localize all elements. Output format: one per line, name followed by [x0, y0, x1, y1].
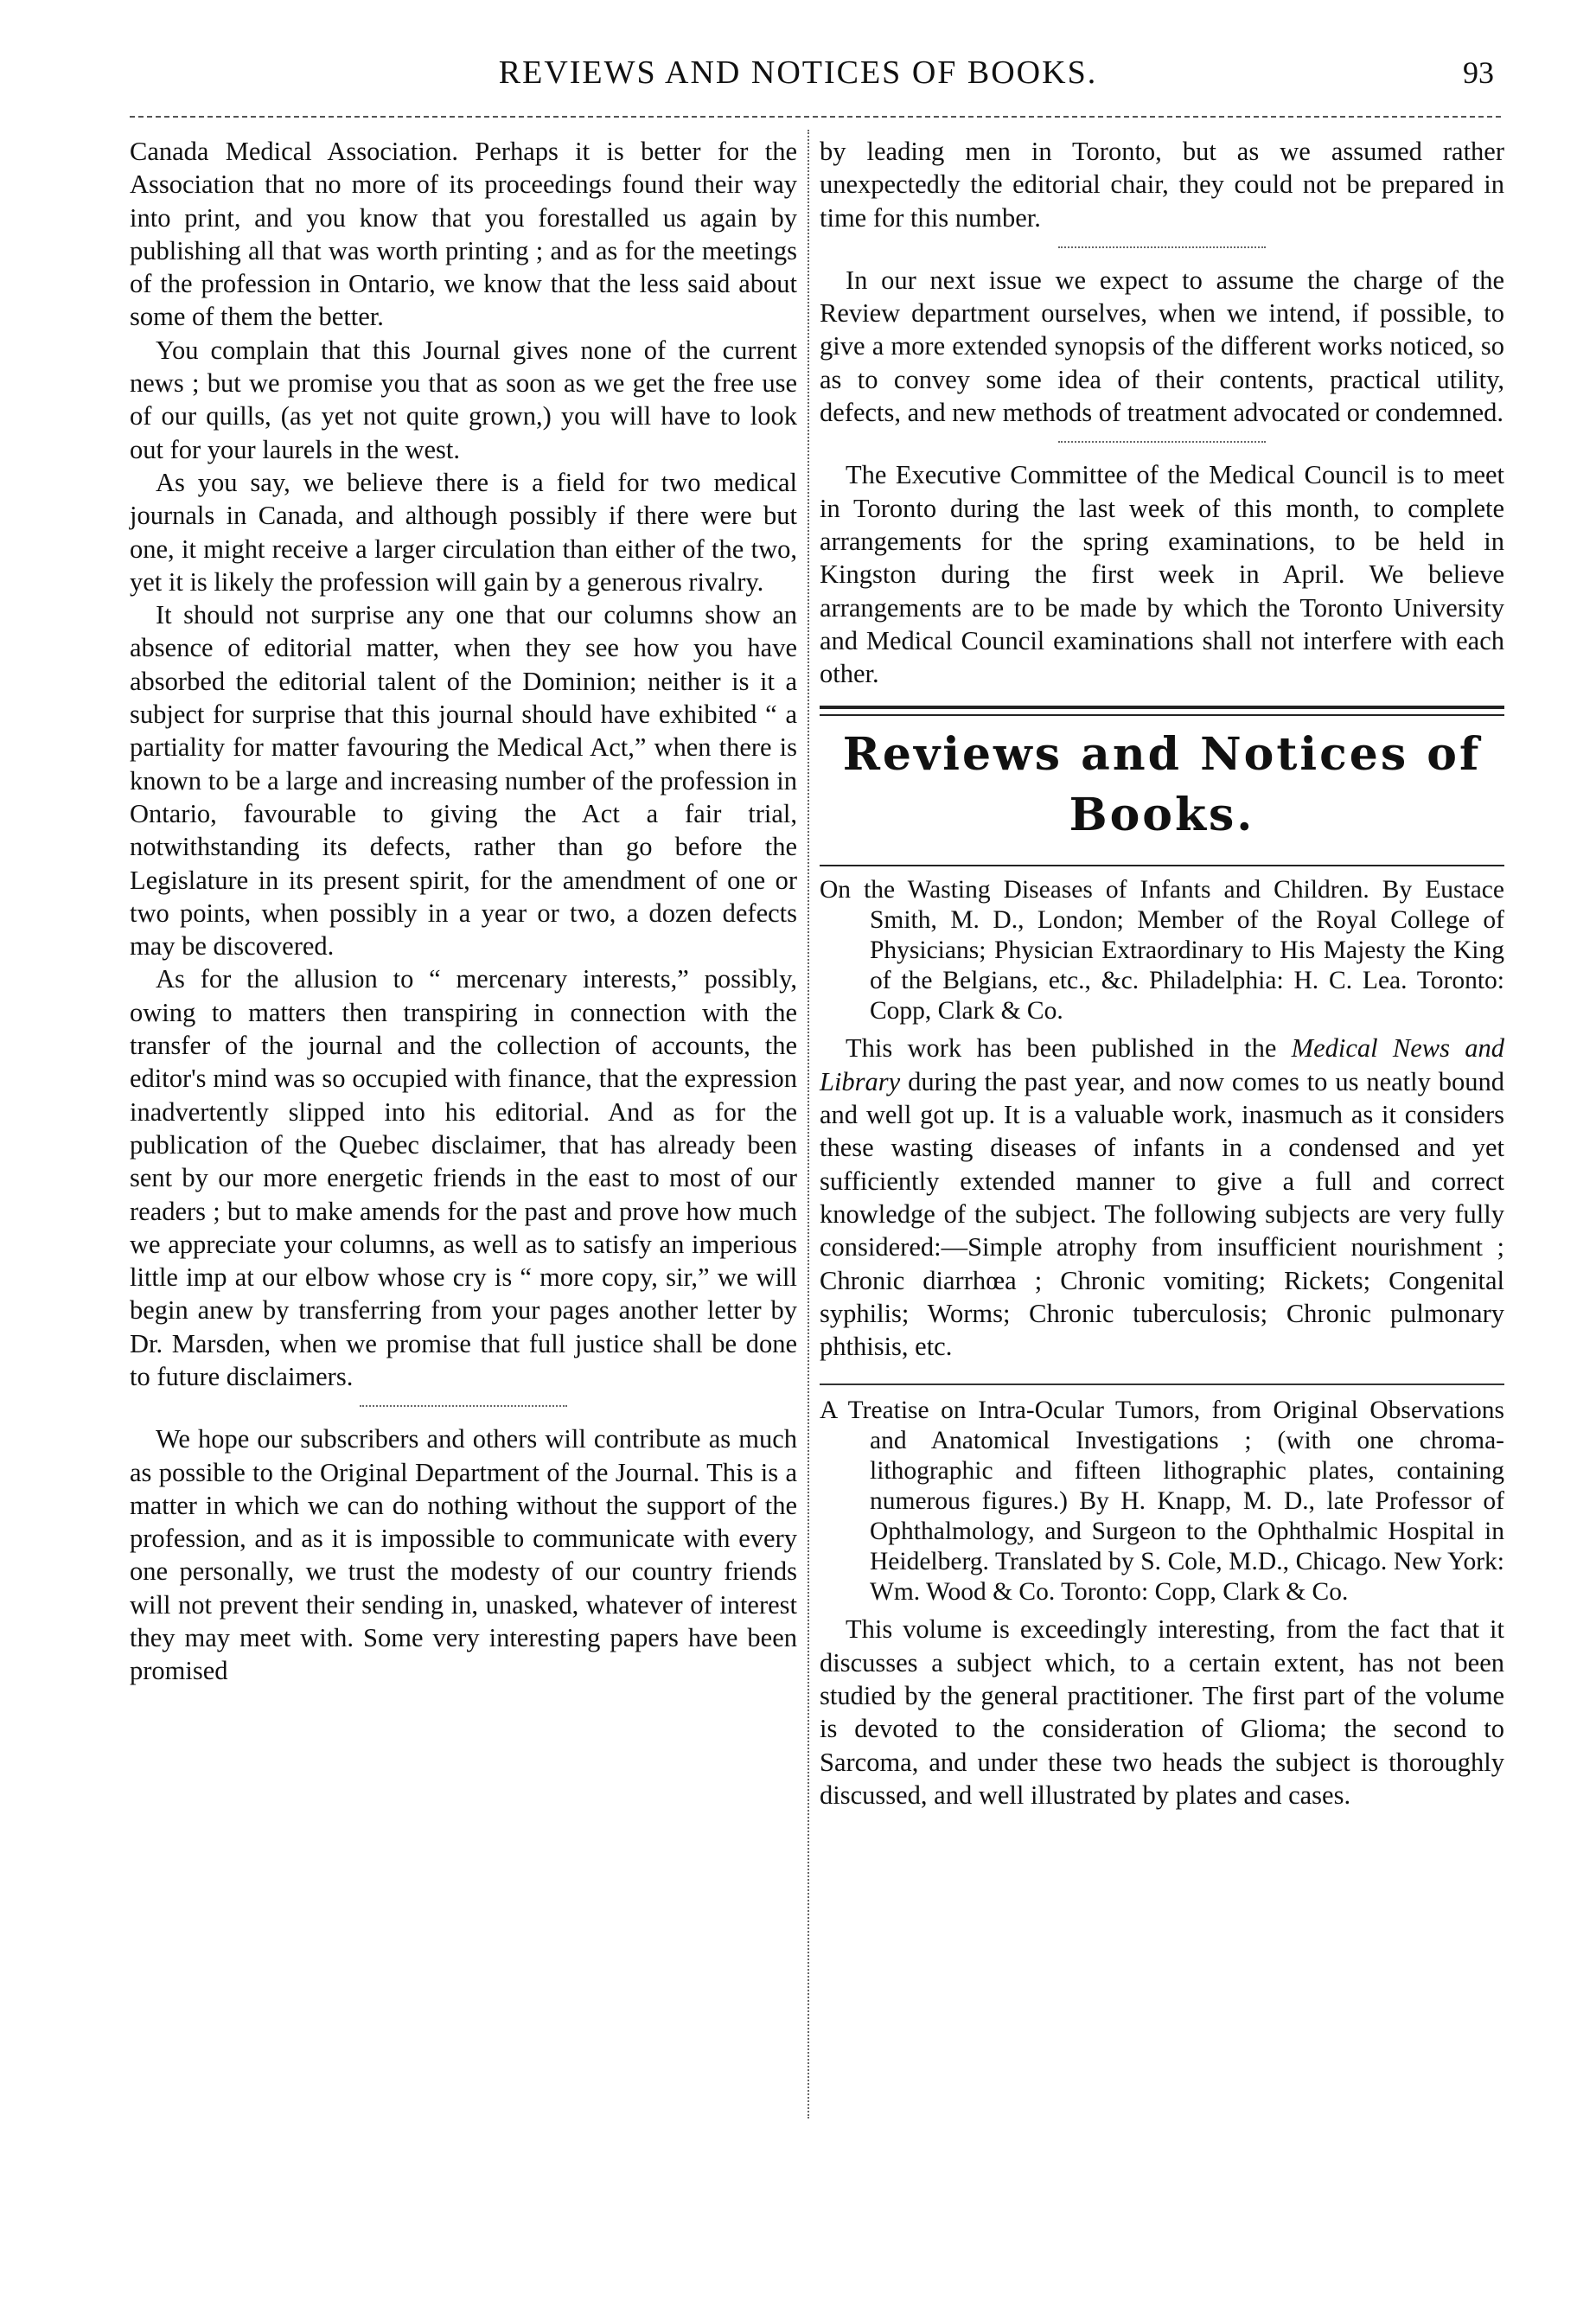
book-1-review	[820, 1032, 1504, 1363]
review-separator-rule	[820, 1384, 1504, 1385]
book-1-title: On the Wasting Diseases of Infants and Children. By Eustace Smith, M. D., London; Member of the Royal College of Physicians; Physician Extraordinary to His Majesty the King of the Belgians, etc., &c. Philadelphia: H. C. Lea. Toronto: Copp, Clark & Co.	[820, 876, 1504, 1026]
column-divider	[808, 130, 809, 2118]
header-rule	[130, 116, 1501, 118]
separator-rule	[1058, 246, 1266, 248]
page-number: 93	[1463, 55, 1494, 90]
section-rule-thin	[820, 865, 1504, 866]
section-rule-thin	[820, 714, 1504, 716]
left-paragraph-2: You complain that this Journal gives none of the current news ; but we promise you that as soon as we get the free use of our quills, (as yet not quite grown,) you will have to look out for your laurels in the west.	[130, 335, 797, 464]
left-paragraph-1: Canada Medical Association. Perhaps it is better for the Association that no more of its proceedings found their way into print, and you know that you forestalled us again by publishing all that was worth printing ; and as for the meetings of the profession in Ontario, we know that the less said about some of them the better.	[130, 137, 797, 332]
book-1-review-text: This work has been published in the	[846, 1033, 1292, 1064]
book-1-review-journal: Medical News and Library	[820, 1033, 1504, 1096]
book-2-title: A Treatise on Intra-Ocular Tumors, from Original Observations and Anatomical Investigations ; (with one chroma-lithographic and fifteen lithographic plates, containing numerous figures.) By H. Knapp, M. D., late Professor of Ophthalmology, and Surgeon to the Ophthalmic Hospital in Heidelberg. Translated by S. Cole, M.D., Chicago. New York: Wm. Wood & Co. Toronto: Copp, Clark & Co.	[820, 1396, 1504, 1607]
separator-rule	[360, 1405, 567, 1407]
separator-rule	[1058, 441, 1266, 443]
section-heading: Reviews and Notices of Books.	[842, 728, 1482, 842]
left-paragraph-3: As you say, we believe there is a field for two medical journals in Canada, and although possibly if there were but one, it might receive a larger circulation than either of the two, yet it is likely the profession will gain by a generous rivalry.	[130, 467, 797, 597]
book-2-review: This volume is exceedingly interesting, from the fact that it discusses a subject which, to a certain extent, has not been studied by the general practitioner. The first part of the volume is devoted to the consideration of Glioma; the second to Sarcoma, and under these two heads the subject is thoroughly discussed, and well illustrated by plates and cases.	[820, 1614, 1504, 1810]
left-column	[130, 135, 797, 1688]
right-paragraph-3: The Executive Committee of the Medical Council is to meet in Toronto during the last week of this month, to complete arrangements for the spring examinations, to be held in Kingston during the first week in April. We believe arrangements are to be made by which the Toronto University and Medical Council examinations shall not interfere with each other.	[820, 460, 1504, 689]
right-paragraph-2: In our next issue we expect to assume the charge of the Review department ourselves, when we intend, if possible, to give a more extended synopsis of the different works noticed, so as to convey some idea of their contents, practical utility, defects, and new methods of treatment advocated or condemned.	[820, 265, 1504, 428]
left-paragraph-5: As for the allusion to “ mercenary interests,” possibly, owing to matters then transpiring in connection with the transfer of the journal and the collection of accounts, the editor's mind was so occupied with finance, that the expression inadvertently slipped into his editorial. And as for the publication of the Quebec disclaimer, that has already been sent by our more energetic friends in the east to most of our readers ; but to make amends for the past and prove how much we appreciate your columns, as well as to satisfy an imperious little imp at our elbow whose cry is “ more copy, sir,” we will begin anew by transferring from your pages another letter by Dr. Marsden, when we promise that full justice shall be done to future disclaimers.	[130, 964, 797, 1391]
section-rule-thick	[820, 706, 1504, 709]
running-header	[0, 50, 1596, 102]
right-paragraph-1: by leading men in Toronto, but as we assumed rather unexpectedly the editorial chair, they could not be prepared in time for this number.	[820, 137, 1504, 233]
running-title: REVIEWS AND NOTICES OF BOOKS.	[498, 54, 1098, 91]
book-1-review-text-cont: during the past year, and now comes to us neatly bound and well got up. It is a valuable work, inasmuch as it considers these wasting diseases of infants in a condensed and yet sufficiently extended manner to give a full and correct knowledge of the subject. The following subjects are very fully considered:—Simple atrophy from insufficient nourishment ; Chronic diarrhœa ; Chronic vomiting; Rickets; Congenital syphilis; Worms; Chronic tuberculosis; Chronic pulmonary phthisis, etc.	[820, 1066, 1504, 1362]
left-paragraph-4: It should not surprise any one that our columns show an absence of editorial matter, when they see how you have absorbed the editorial talent of the Dominion; neither is it a subject for surprise that this journal should have exhibited “ a partiality for matter favouring the Medical Act,” when there is known to be a large and increasing number of the profession in Ontario, favourable to giving the Act a fair trial, notwithstanding its defects, rather than go before the Legislature in its present spirit, for the amendment of one or two points, when possibly in a year or two, a dozen defects may be discovered.	[130, 600, 797, 962]
right-column	[820, 135, 1504, 1812]
left-paragraph-6: We hope our subscribers and others will contribute as much as possible to the Original Department of the Journal. This is a matter in which we can do nothing without the support of the profession, and as it is impossible to communicate with every one personally, we trust the modesty of our country friends will not prevent their sending in, unasked, whatever of interest they may meet with. Some very interesting papers have been promised	[130, 1424, 797, 1686]
